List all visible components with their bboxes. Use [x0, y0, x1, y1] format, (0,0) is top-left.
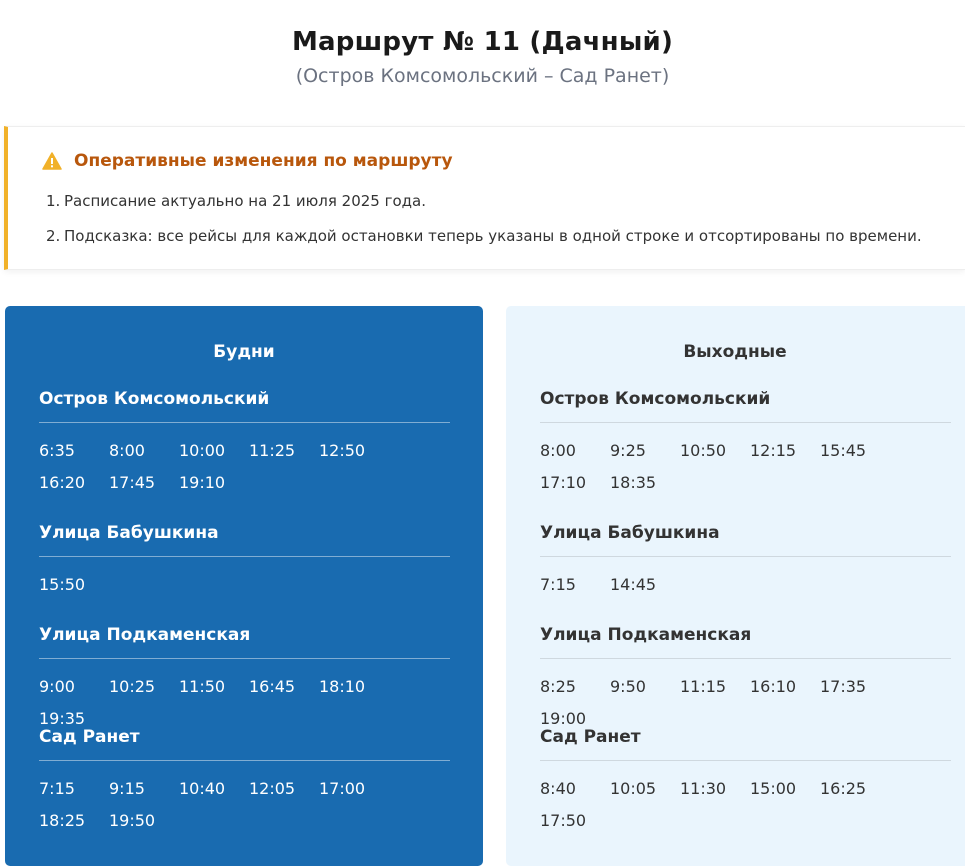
departure-time: 8:00 [540, 441, 576, 460]
page-subtitle: (Остров Комсомольский – Сад Ранет) [295, 65, 670, 87]
alert-list [46, 191, 922, 261]
stop-divider [540, 556, 951, 557]
departure-time: 17:00 [319, 779, 366, 798]
departure-times [540, 441, 951, 505]
departure-time: 16:25 [820, 779, 867, 798]
stop-section [39, 523, 450, 607]
alert-item-number: 2. [46, 227, 61, 245]
stop-name: Улица Подкаменская [39, 625, 251, 645]
stop-name: Улица Бабушкина [39, 523, 219, 543]
departure-time: 14:45 [610, 575, 657, 594]
alert-title: Оперативные изменения по маршруту [74, 151, 453, 171]
alert-item [46, 226, 922, 261]
stop-section [540, 625, 951, 741]
departure-time: 6:35 [39, 441, 75, 460]
departure-time: 19:00 [540, 709, 587, 728]
route-changes-alert [4, 126, 965, 270]
departure-times [39, 575, 450, 607]
stop-section [39, 625, 450, 741]
departure-times [39, 779, 450, 843]
stop-name: Улица Подкаменская [540, 625, 752, 645]
departure-time: 8:25 [540, 677, 576, 696]
weekends-title: Выходные [683, 342, 787, 362]
stop-name: Остров Комсомольский [540, 389, 771, 409]
stop-divider [39, 422, 450, 423]
departure-time: 12:15 [750, 441, 797, 460]
departure-time: 11:50 [179, 677, 226, 696]
departure-time: 9:00 [39, 677, 75, 696]
departure-time: 10:25 [109, 677, 156, 696]
departure-time: 10:05 [610, 779, 657, 798]
page-header [0, 0, 965, 87]
warning-icon [42, 152, 62, 170]
stop-name: Остров Комсомольский [39, 389, 270, 409]
stop-section [39, 727, 450, 843]
stop-section [540, 389, 951, 505]
weekdays-panel [5, 306, 483, 866]
stop-section [540, 727, 951, 843]
departure-time: 7:15 [540, 575, 576, 594]
stop-section [39, 389, 450, 505]
departure-time: 19:10 [179, 473, 226, 492]
page-title: Маршрут № 11 (Дачный) [291, 27, 674, 57]
stop-divider [540, 760, 951, 761]
departure-time: 11:30 [680, 779, 727, 798]
departure-time: 15:45 [820, 441, 867, 460]
departure-time: 11:15 [680, 677, 727, 696]
departure-time: 19:35 [39, 709, 86, 728]
departure-time: 11:25 [249, 441, 296, 460]
stop-name: Сад Ранет [39, 727, 140, 747]
departure-time: 19:50 [109, 811, 156, 830]
departure-time: 18:35 [610, 473, 657, 492]
stop-divider [39, 658, 450, 659]
alert-item-number: 1. [46, 192, 61, 210]
departure-time: 17:50 [540, 811, 587, 830]
stop-divider [39, 556, 450, 557]
departure-time: 10:40 [179, 779, 226, 798]
alert-item-text: Подсказка: все рейсы для каждой остановки теперь указаны в одной строке и отсортированы по времени. [64, 227, 922, 245]
departure-time: 10:50 [680, 441, 727, 460]
alert-item-text: Расписание актуально на 21 июля 2025 года. [64, 192, 426, 210]
stop-divider [39, 760, 450, 761]
alert-header [42, 151, 453, 171]
departure-time: 12:05 [249, 779, 296, 798]
departure-times [39, 441, 450, 505]
departure-times [540, 575, 951, 607]
departure-time: 7:15 [39, 779, 75, 798]
alert-item [46, 191, 922, 226]
departure-time: 15:50 [39, 575, 86, 594]
weekdays-title: Будни [213, 342, 275, 362]
departure-time: 17:45 [109, 473, 156, 492]
stop-divider [540, 658, 951, 659]
departure-time: 15:00 [750, 779, 797, 798]
departure-times [540, 779, 951, 843]
stop-divider [540, 422, 951, 423]
stop-name: Сад Ранет [540, 727, 641, 747]
departure-time: 9:15 [109, 779, 145, 798]
departure-time: 16:10 [750, 677, 797, 696]
departure-time: 12:50 [319, 441, 366, 460]
departure-time: 18:10 [319, 677, 366, 696]
stop-section [540, 523, 951, 607]
departure-time: 9:25 [610, 441, 646, 460]
departure-time: 17:35 [820, 677, 867, 696]
departure-time: 16:20 [39, 473, 86, 492]
departure-time: 10:00 [179, 441, 226, 460]
stop-name: Улица Бабушкина [540, 523, 720, 543]
departure-time: 8:40 [540, 779, 576, 798]
departure-time: 17:10 [540, 473, 587, 492]
departure-time: 8:00 [109, 441, 145, 460]
departure-time: 18:25 [39, 811, 86, 830]
departure-time: 16:45 [249, 677, 296, 696]
weekends-panel [506, 306, 965, 866]
departure-time: 9:50 [610, 677, 646, 696]
